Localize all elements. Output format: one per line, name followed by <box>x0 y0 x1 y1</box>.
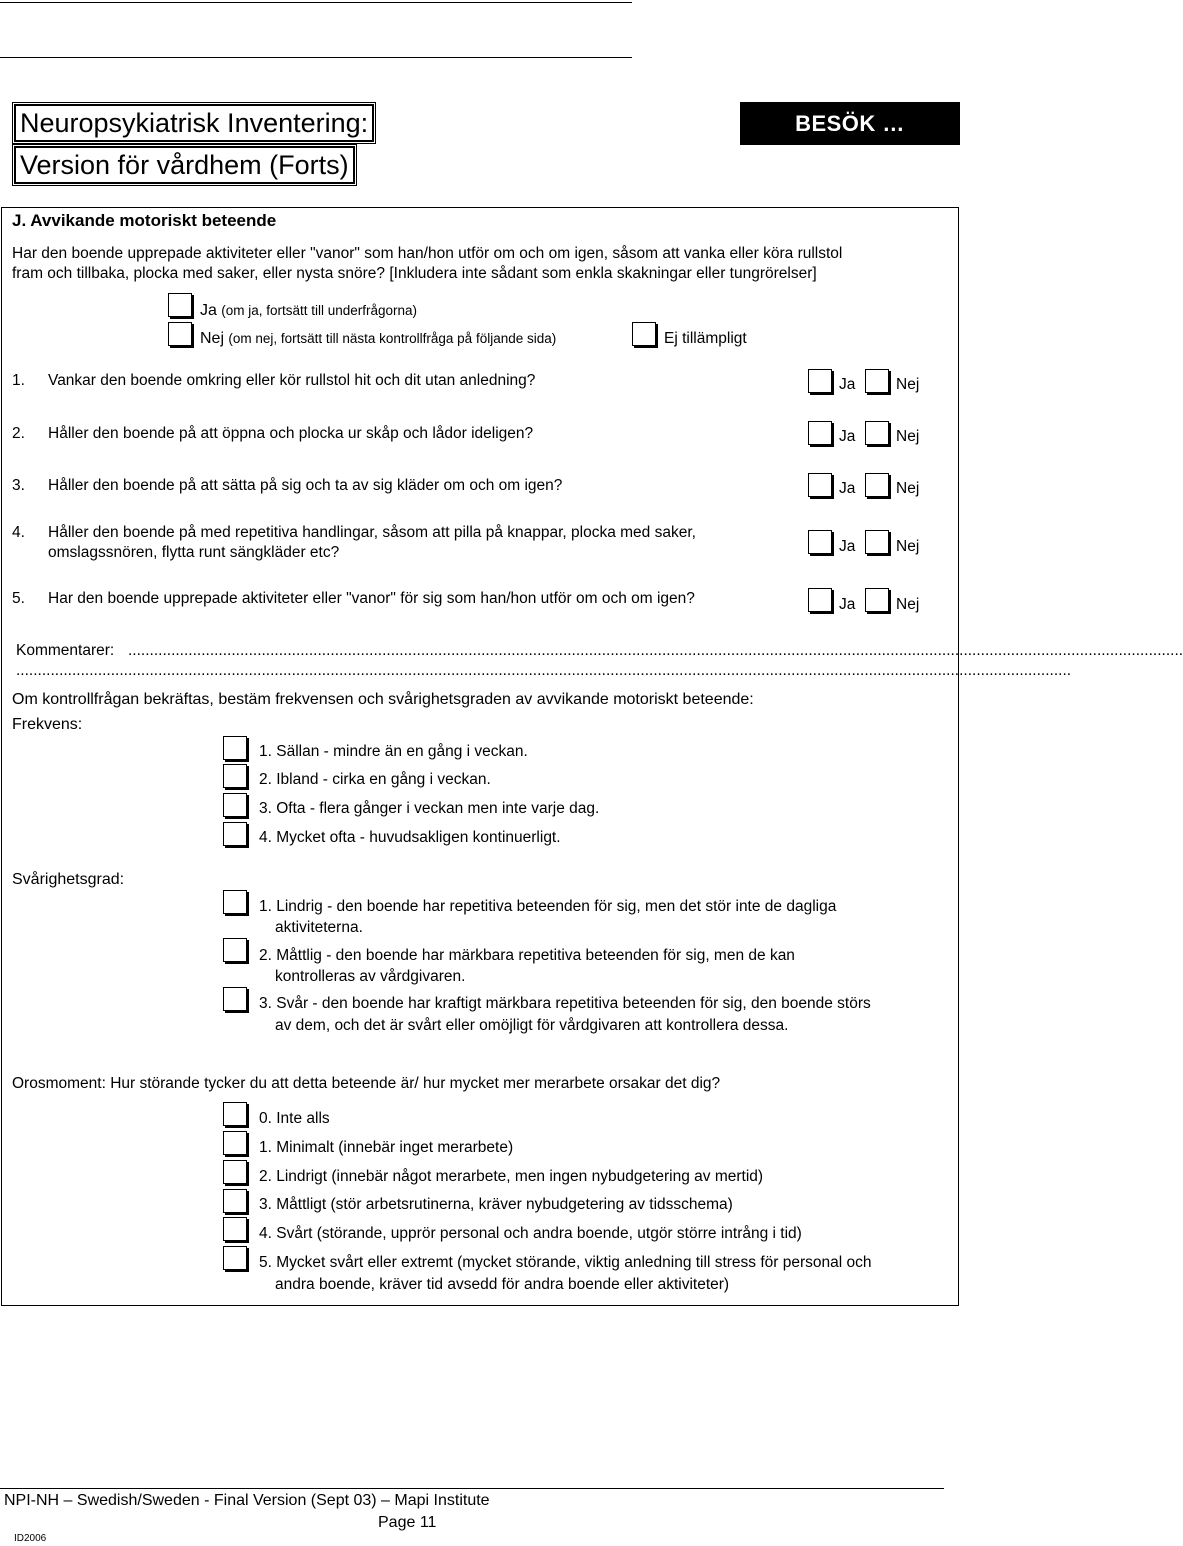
disruption-5-line2: andra boende, kräver tid avsedd för andra boende eller aktiviteter) <box>275 1276 730 1293</box>
disruption-1-text: 1. Minimalt (innebär inget merarbete) <box>259 1139 514 1156</box>
frequency-2-checkbox[interactable] <box>223 764 247 788</box>
question-4-no-label: Nej <box>896 538 920 555</box>
frequency-1-checkbox[interactable] <box>223 736 247 760</box>
disruption-0-checkbox[interactable] <box>223 1102 247 1126</box>
severity-label: Svårighetsgrad: <box>12 871 125 888</box>
severity-1-line1: 1. Lindrig - den boende har repetitiva beteenden för sig, men det stör inte de dagliga <box>259 898 837 915</box>
intro-line-2: fram och tillbaka, plocka med saker, eller nysta snöre? [Inkludera inte sådant som enkla skakningar eller tungrörelser] <box>12 265 817 282</box>
frequency-1-text: 1. Sällan - mindre än en gång i veckan. <box>259 743 528 760</box>
section-heading: J. Avvikande motoriskt beteende <box>12 211 277 230</box>
question-2-no-label: Nej <box>896 428 920 445</box>
page-title-line2: Version för vårdhem (Forts) <box>14 146 355 184</box>
comments-field-line1[interactable]: ..................................................................................................................................................................................................................................................... <box>128 642 1183 659</box>
disruption-3-text: 3. Måttligt (stör arbetsrutinerna, kräver nybudgetering av tidsschema) <box>259 1196 733 1213</box>
disruption-5-line1: 5. Mycket svårt eller extremt (mycket störande, viktig anledning till stress för personal och <box>259 1254 872 1271</box>
frequency-label: Frekvens: <box>12 716 83 733</box>
question-1-no-checkbox[interactable] <box>865 369 889 393</box>
question-1-no-label: Nej <box>896 376 920 393</box>
question-4-num: 4. <box>12 524 25 541</box>
severity-2-checkbox[interactable] <box>223 938 247 962</box>
screen-yes-option: Ja (om ja, fortsätt till underfrågorna) <box>200 302 418 319</box>
disruption-2-text: 2. Lindrigt (innebär något merarbete, men ingen nybudgetering av mertid) <box>259 1168 764 1185</box>
question-5-no-label: Nej <box>896 596 920 613</box>
screen-no-option: Nej (om nej, fortsätt till nästa kontrollfråga på följande sida) <box>200 330 557 347</box>
disruption-label: Orosmoment: Hur störande tycker du att detta beteende är/ hur mycket mer merarbete orsakar det dig? <box>12 1075 721 1092</box>
question-5-yes-checkbox[interactable] <box>808 588 832 612</box>
footer-rule <box>0 1488 944 1489</box>
comments-field-line2[interactable]: ..................................................................................................................................................................................................................................................... <box>16 662 1072 679</box>
disruption-3-checkbox[interactable] <box>223 1189 247 1213</box>
question-2-yes-checkbox[interactable] <box>808 421 832 445</box>
page-number: Page 11 <box>378 1514 437 1531</box>
severity-3-line1: 3. Svår - den boende har kraftigt märkbara repetitiva beteenden för sig, den boende störs <box>259 995 871 1012</box>
question-2-no-checkbox[interactable] <box>865 421 889 445</box>
page-title-line1: Neuropsykiatrisk Inventering: <box>14 104 374 142</box>
frequency-3-checkbox[interactable] <box>223 793 247 817</box>
frequency-3-text: 3. Ofta - flera gånger i veckan men inte varje dag. <box>259 800 600 817</box>
intro-line-1: Har den boende upprepade aktiviteter eller "vanor" som han/hon utför om och om igen, såsom att vanka eller köra rullstol <box>12 245 843 262</box>
question-1-num: 1. <box>12 372 25 389</box>
question-4-text-line1: Håller den boende på med repetitiva handlingar, såsom att pilla på knappar, plocka med saker, <box>48 524 696 541</box>
footer-id: ID2006 <box>14 1533 47 1544</box>
severity-2-line1: 2. Måttlig - den boende har märkbara repetitiva beteenden för sig, men de kan <box>259 947 795 964</box>
disruption-1-checkbox[interactable] <box>223 1131 247 1155</box>
question-1-text: Vankar den boende omkring eller kör rullstol hit och dit utan anledning? <box>48 372 536 389</box>
disruption-4-text: 4. Svårt (störande, upprör personal och andra boende, utgör större intrång i tid) <box>259 1225 802 1242</box>
question-1-yes-label: Ja <box>839 376 856 393</box>
disruption-0-text: 0. Inte alls <box>259 1110 330 1127</box>
question-2-yes-label: Ja <box>839 428 856 445</box>
disruption-4-checkbox[interactable] <box>223 1217 247 1241</box>
question-2-text: Håller den boende på att öppna och plocka ur skåp och lådor ideligen? <box>48 425 534 442</box>
question-1-yes-checkbox[interactable] <box>808 369 832 393</box>
severity-3-checkbox[interactable] <box>223 987 247 1011</box>
screen-yes-checkbox[interactable] <box>168 293 192 317</box>
question-4-yes-label: Ja <box>839 538 856 555</box>
disruption-5-checkbox[interactable] <box>223 1246 247 1270</box>
question-4-no-checkbox[interactable] <box>865 530 889 554</box>
not-applicable-label: Ej tillämpligt <box>664 330 747 347</box>
question-5-num: 5. <box>12 590 25 607</box>
question-5-text: Har den boende upprepade aktiviteter eller "vanor" för sig som han/hon utför om och om igen? <box>48 590 695 607</box>
severity-3-line2: av dem, och det är svårt eller omöjligt för vårdgivaren att kontrollera dessa. <box>275 1017 789 1034</box>
question-5-no-checkbox[interactable] <box>865 588 889 612</box>
question-2-num: 2. <box>12 425 25 442</box>
top-rule-2 <box>0 57 632 58</box>
frequency-4-checkbox[interactable] <box>223 822 247 846</box>
question-3-no-label: Nej <box>896 480 920 497</box>
visit-label: BESÖK … <box>740 102 960 145</box>
severity-1-line2: aktiviteterna. <box>275 919 363 936</box>
question-4-yes-checkbox[interactable] <box>808 530 832 554</box>
question-5-yes-label: Ja <box>839 596 856 613</box>
question-3-num: 3. <box>12 477 25 494</box>
question-4-text-line2: omslagssnören, flytta runt sängkläder etc? <box>48 544 340 561</box>
question-3-yes-checkbox[interactable] <box>808 473 832 497</box>
question-3-text: Håller den boende på att sätta på sig och ta av sig kläder om och om igen? <box>48 477 563 494</box>
comments-label: Kommentarer: <box>16 642 115 659</box>
disruption-2-checkbox[interactable] <box>223 1160 247 1184</box>
not-applicable-checkbox[interactable] <box>632 322 656 346</box>
intro-note: [Inkludera inte sådant som enkla skakningar eller tungrörelser] <box>389 265 817 282</box>
question-3-no-checkbox[interactable] <box>865 473 889 497</box>
confirm-text: Om kontrollfrågan bekräftas, bestäm frekvensen och svårighetsgraden av avvikande motoriskt beteende: <box>12 691 754 708</box>
severity-2-line2: kontrolleras av vårdgivaren. <box>275 968 466 985</box>
screen-no-checkbox[interactable] <box>168 322 192 346</box>
frequency-4-text: 4. Mycket ofta - huvudsakligen kontinuerligt. <box>259 829 561 846</box>
footer-line: NPI-NH – Swedish/Sweden - Final Version (Sept 03) – Mapi Institute <box>4 1492 490 1509</box>
frequency-2-text: 2. Ibland - cirka en gång i veckan. <box>259 771 491 788</box>
severity-1-checkbox[interactable] <box>223 890 247 914</box>
question-3-yes-label: Ja <box>839 480 856 497</box>
top-rule-1 <box>0 2 632 3</box>
